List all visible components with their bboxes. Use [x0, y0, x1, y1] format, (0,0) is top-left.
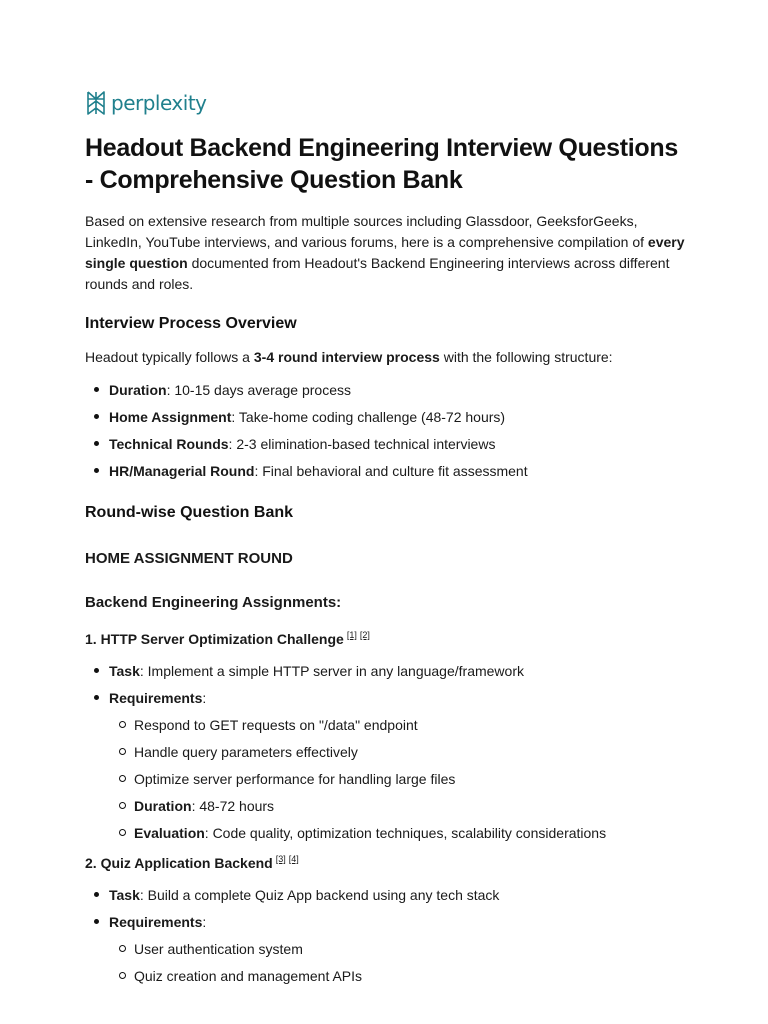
assignment-title-text: 1. HTTP Server Optimization Challenge: [85, 631, 344, 647]
item-text: : Code quality, optimization techniques, scalability considerations: [204, 825, 607, 841]
assignment-title-text: 2. Quiz Application Backend: [85, 855, 273, 871]
item-text: : Take-home coding challenge (48-72 hours): [231, 409, 506, 425]
item-label: Technical Rounds: [109, 436, 229, 452]
item-label: Evaluation: [134, 825, 205, 841]
intro-emphasis: every single question: [85, 234, 685, 271]
brand-logo: [85, 88, 685, 118]
item-text: : 10-15 days average process: [166, 382, 352, 398]
list-item: [109, 688, 685, 843]
intro-text-end: documented from Headout's Backend Engineering interviews across different rounds and roles.: [85, 255, 670, 292]
citation-link[interactable]: [4]: [288, 854, 299, 864]
process-heading: Interview Process Overview: [85, 315, 297, 332]
list-item: [109, 461, 685, 481]
perplexity-logo-icon: [85, 90, 107, 116]
process-list: [85, 380, 685, 481]
list-item: [109, 380, 685, 400]
item-label: Requirements: [109, 690, 203, 706]
item-text: : Build a complete Quiz App backend using any tech stack: [139, 887, 500, 903]
question-bank-heading: Round-wise Question Bank: [85, 504, 294, 521]
process-lead-text: Headout typically follows a: [85, 349, 254, 365]
citation-link[interactable]: [2]: [359, 630, 370, 640]
citation-link[interactable]: [1]: [346, 630, 357, 640]
assignments-heading: Backend Engineering Assignments:: [85, 594, 342, 611]
item-label: Duration: [134, 798, 192, 814]
page-title: Headout Backend Engineering Interview Questions - Comprehensive Question Bank: [85, 134, 678, 194]
list-item: Quiz creation and management APIs: [134, 966, 685, 986]
list-item: Optimize server performance for handling large files: [134, 769, 685, 789]
intro-paragraph: [85, 211, 685, 295]
process-lead: [85, 347, 685, 368]
document-page: [85, 88, 685, 993]
item-label: Task: [109, 663, 140, 679]
requirements-list: [109, 715, 685, 843]
assignment-details: [85, 661, 685, 843]
requirements-list: [109, 939, 685, 986]
item-text: :: [202, 914, 207, 930]
process-lead-text-end: with the following structure:: [439, 349, 613, 365]
intro-text: Based on extensive research from multiple sources including Glassdoor, GeeksforGeeks, LinkedIn, YouTube interviews, and various forums, here is a comprehensive compilation of: [85, 213, 648, 250]
citation-link[interactable]: [3]: [275, 854, 286, 864]
list-item: [109, 434, 685, 454]
list-item: [134, 823, 685, 843]
assignment-title: [85, 625, 685, 649]
round-heading: HOME ASSIGNMENT ROUND: [85, 550, 293, 567]
list-item: [109, 661, 685, 681]
item-text: :: [202, 690, 207, 706]
process-lead-emphasis: 3-4 round interview process: [253, 349, 440, 365]
list-item: [109, 885, 685, 905]
list-item: [109, 912, 685, 986]
list-item: Handle query parameters effectively: [134, 742, 685, 762]
list-item: Respond to GET requests on "/data" endpoint: [134, 715, 685, 735]
item-text: : 2-3 elimination-based technical interviews: [228, 436, 496, 452]
list-item: [134, 796, 685, 816]
assignment-title: [85, 849, 685, 873]
item-label: Duration: [109, 382, 167, 398]
item-label: Task: [109, 887, 140, 903]
list-item: [109, 407, 685, 427]
item-label: Home Assignment: [109, 409, 232, 425]
item-label: Requirements: [109, 914, 203, 930]
list-item: User authentication system: [134, 939, 685, 959]
item-label: HR/Managerial Round: [109, 463, 255, 479]
assignment-details: [85, 885, 685, 986]
item-text: : Final behavioral and culture fit assessment: [254, 463, 528, 479]
item-text: : Implement a simple HTTP server in any language/framework: [139, 663, 524, 679]
item-text: : 48-72 hours: [191, 798, 275, 814]
brand-name: perplexity: [111, 91, 207, 115]
